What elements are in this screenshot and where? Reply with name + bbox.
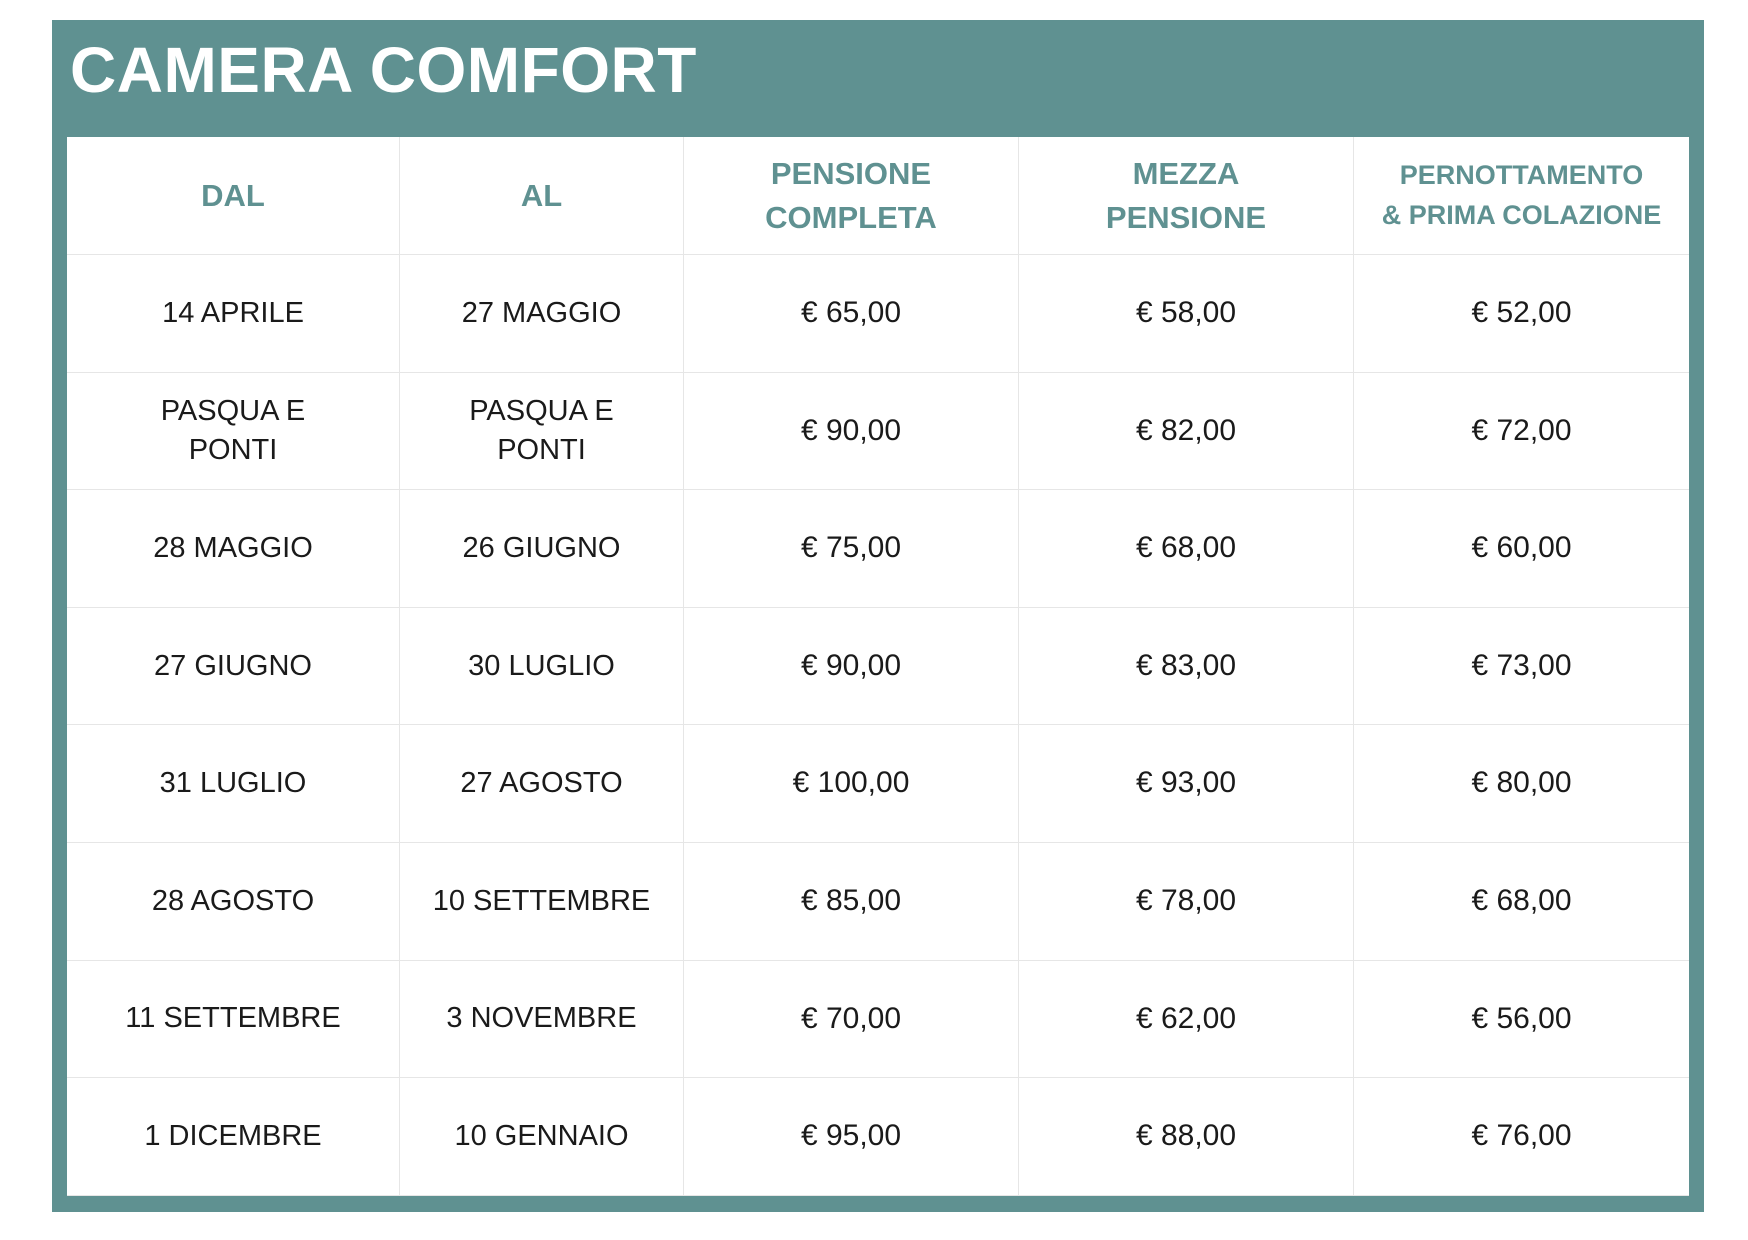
row-price-pensione-completa	[684, 608, 1019, 726]
price-value: € 100,00	[792, 766, 910, 800]
row-dal-cell	[67, 961, 400, 1079]
row-dal-cell	[67, 608, 400, 726]
row-dal-cell	[67, 255, 400, 373]
row-al-cell	[400, 255, 684, 373]
price-value: € 70,00	[800, 1001, 902, 1035]
row-price-mezza-pensione	[1019, 255, 1354, 373]
row-dal-cell	[67, 843, 400, 961]
price-value: € 68,00	[1471, 884, 1572, 918]
price-value: € 83,00	[1135, 648, 1237, 682]
row-dal-text: 11 SETTEMBRE	[125, 1002, 341, 1035]
header-mezza-pensione-line2: PENSIONE	[1105, 199, 1267, 235]
header-pernottamento-line1: PERNOTTAMENTO	[1399, 160, 1644, 191]
price-value: € 93,00	[1135, 766, 1237, 800]
header-pensione-completa-line1: PENSIONE	[770, 156, 932, 192]
row-price-pensione-completa	[684, 725, 1019, 843]
price-value: € 90,00	[800, 648, 902, 682]
row-dal-text: PASQUA E	[160, 394, 306, 427]
row-price-pensione-completa	[684, 961, 1019, 1079]
price-value: € 78,00	[1135, 884, 1237, 918]
row-al-text: 26 GIUGNO	[462, 531, 621, 564]
price-value: € 62,00	[1135, 1001, 1237, 1035]
price-value: € 80,00	[1471, 766, 1572, 800]
row-price-pensione-completa	[684, 1078, 1019, 1196]
row-al-text: 30 LUGLIO	[468, 649, 615, 682]
price-value: € 65,00	[800, 296, 902, 330]
row-dal-text: 28 AGOSTO	[151, 884, 315, 917]
row-al-text: 10 GENNAIO	[454, 1119, 629, 1152]
price-value: € 68,00	[1135, 531, 1237, 565]
price-value: € 95,00	[800, 1119, 902, 1153]
row-price-mezza-pensione	[1019, 725, 1354, 843]
price-value: € 58,00	[1135, 296, 1237, 330]
row-al-text: 27 MAGGIO	[461, 296, 622, 329]
price-value: € 56,00	[1471, 1001, 1572, 1035]
header-al	[400, 137, 684, 255]
row-al-cell	[400, 490, 684, 608]
row-price-pernottamento	[1354, 725, 1689, 843]
price-value: € 82,00	[1135, 413, 1237, 447]
row-dal-cell	[67, 725, 400, 843]
header-pernottamento	[1354, 137, 1689, 255]
row-al-cell	[400, 725, 684, 843]
row-price-pernottamento	[1354, 1078, 1689, 1196]
row-price-pernottamento	[1354, 255, 1689, 373]
price-value: € 90,00	[800, 413, 902, 447]
row-al-text: 27 AGOSTO	[460, 767, 623, 800]
row-price-mezza-pensione	[1019, 373, 1354, 491]
header-dal	[67, 137, 400, 255]
row-al-cell	[400, 961, 684, 1079]
row-al-cell	[400, 843, 684, 961]
row-dal-cell	[67, 373, 400, 491]
row-price-mezza-pensione	[1019, 490, 1354, 608]
row-al-text: PASQUA E	[469, 394, 614, 427]
row-price-pensione-completa	[684, 373, 1019, 491]
row-al-cell	[400, 1078, 684, 1196]
row-price-pensione-completa	[684, 255, 1019, 373]
row-price-pernottamento	[1354, 961, 1689, 1079]
row-dal-cell	[67, 1078, 400, 1196]
row-al-text: PONTI	[497, 433, 586, 466]
price-value: € 73,00	[1471, 648, 1572, 682]
price-value: € 60,00	[1471, 531, 1572, 565]
header-pensione-completa-line2: COMPLETA	[765, 199, 937, 235]
row-al-text: 10 SETTEMBRE	[432, 884, 651, 917]
row-dal-text: 14 APRILE	[162, 296, 304, 329]
price-value: € 75,00	[800, 531, 902, 565]
row-price-pernottamento	[1354, 373, 1689, 491]
row-price-pensione-completa	[684, 490, 1019, 608]
row-al-cell	[400, 373, 684, 491]
header-pensione-completa	[684, 137, 1019, 255]
row-price-mezza-pensione	[1019, 961, 1354, 1079]
price-value: € 85,00	[800, 884, 902, 918]
row-dal-text: 1 DICEMBRE	[144, 1119, 322, 1152]
header-mezza-pensione-line1: MEZZA	[1132, 156, 1240, 192]
price-value: € 88,00	[1135, 1119, 1237, 1153]
page-title: CAMERA COMFORT	[70, 34, 697, 106]
price-table-panel	[52, 20, 1704, 1212]
row-dal-cell	[67, 490, 400, 608]
header-dal-label: DAL	[201, 177, 265, 213]
row-al-text: 3 NOVEMBRE	[446, 1002, 637, 1035]
row-price-pensione-completa	[684, 843, 1019, 961]
row-price-pernottamento	[1354, 843, 1689, 961]
price-value: € 76,00	[1471, 1119, 1572, 1153]
row-price-pernottamento	[1354, 490, 1689, 608]
header-pernottamento-line2: & PRIMA COLAZIONE	[1381, 199, 1662, 230]
price-table	[67, 137, 1689, 1196]
price-value: € 52,00	[1471, 296, 1572, 330]
row-dal-text: PONTI	[188, 433, 278, 466]
row-price-mezza-pensione	[1019, 608, 1354, 726]
row-price-mezza-pensione	[1019, 1078, 1354, 1196]
header-mezza-pensione	[1019, 137, 1354, 255]
row-price-pernottamento	[1354, 608, 1689, 726]
row-dal-text: 27 GIUGNO	[154, 649, 312, 682]
row-dal-text: 28 MAGGIO	[153, 531, 313, 564]
row-dal-text: 31 LUGLIO	[159, 767, 307, 800]
row-price-mezza-pensione	[1019, 843, 1354, 961]
price-value: € 72,00	[1471, 413, 1572, 447]
header-al-label: AL	[520, 177, 563, 213]
row-al-cell	[400, 608, 684, 726]
